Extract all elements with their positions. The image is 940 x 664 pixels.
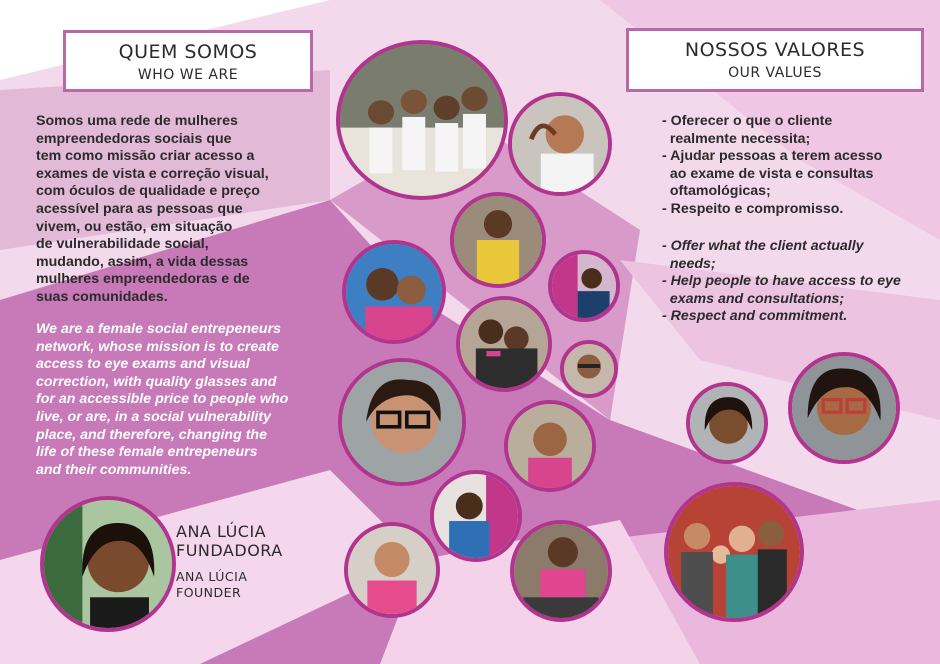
text-line: exames de vista e correção visual, [36,165,269,182]
text-line: and their communities. [36,461,192,478]
founder-name-pt-line1: ANA LÚCIA [176,522,267,541]
text-line: empreendedoras sociais que [36,130,232,147]
who-we-are-text-pt [36,113,316,307]
photo-two-women-selfie [342,240,446,344]
value-line: realmente necessita; [662,130,811,147]
text-line: We are a female social entrepeneurs [36,321,281,337]
founder-role-en: FOUNDER [176,585,242,600]
text-line: access to eye exams and visual [36,356,250,373]
value-line: oftamológicas; [662,183,771,200]
text-line: de vulnerabilidade social, [36,236,209,253]
value-line: exams and consultations; [662,290,845,307]
value-line: - Help people to have access to eye [662,273,901,290]
photo-boy-with-glasses [508,92,612,196]
founder-name-pt [176,522,283,560]
value-line: needs; [662,255,716,272]
text-line: tem como missão criar acesso a [36,148,255,165]
photo-woman-at-glasses-display [510,520,612,622]
photo-woman-red-glasses [788,352,900,464]
our-values-list-pt [662,113,912,219]
our-values-title-pt: NOSSOS VALORES [684,39,866,61]
text-line: mudando, assim, a vida dessas [36,253,249,270]
text-line: for an accessible price to people who [36,391,289,408]
value-line: ao exame de vista e consultas [662,165,874,182]
photo-woman-curly-hair [686,382,768,464]
value-line: - Ajudar pessoas a terem acesso [662,148,883,165]
text-line: place, and therefore, changing the [36,426,267,443]
founder-name-en-line1: ANA LÚCIA [176,569,248,584]
founder-name-en [176,569,283,601]
who-we-are-title-en: WHO WE ARE [137,67,239,83]
text-line: Somos uma rede de mulheres [36,113,238,129]
photo-family-group [664,482,804,622]
photo-woman-pink-shirt [344,522,440,618]
photo-founder-ana-lucia [40,496,176,632]
our-values-title-box [626,28,924,92]
text-line: correction, with quality glasses and [36,373,277,390]
photo-woman-with-black-glasses [338,358,466,486]
our-values-title-en: OUR VALUES [728,65,822,81]
photo-children-with-glasses-cases [336,40,508,200]
text-line: live, or are, in a social vulnerability [36,408,271,425]
our-values-list-en [662,238,912,326]
who-we-are-title-box [63,30,313,92]
value-line: - Offer what the client actually [662,238,864,254]
text-line: network, whose mission is to create [36,338,279,355]
photo-man-with-glasses [560,340,618,398]
founder-role-pt: FUNDADORA [176,541,283,560]
photo-woman-yellow-dress [450,192,546,288]
text-line: acessível para as pessoas que [36,200,243,217]
photo-woman-with-banner [430,470,522,562]
text-line: life of these female entrepeneurs [36,444,258,461]
text-line: com óculos de qualidade e preço [36,183,260,200]
value-line: - Respect and commitment. [662,308,848,325]
text-line: vivem, ou estão, em situação [36,218,233,235]
photo-smiling-woman-glasses [504,400,596,492]
photo-man-with-sign [548,250,620,322]
who-we-are-text-en [36,321,316,479]
value-line: - Oferecer o que o cliente [662,113,833,129]
who-we-are-title-pt: QUEM SOMOS [118,41,258,63]
founder-name-block [176,522,283,601]
value-line: - Respeito e compromisso. [662,200,844,217]
photo-couple-with-glasses-cases [456,296,552,392]
text-line: suas comunidades. [36,288,168,305]
text-line: mulheres empreendedoras e de [36,271,250,288]
